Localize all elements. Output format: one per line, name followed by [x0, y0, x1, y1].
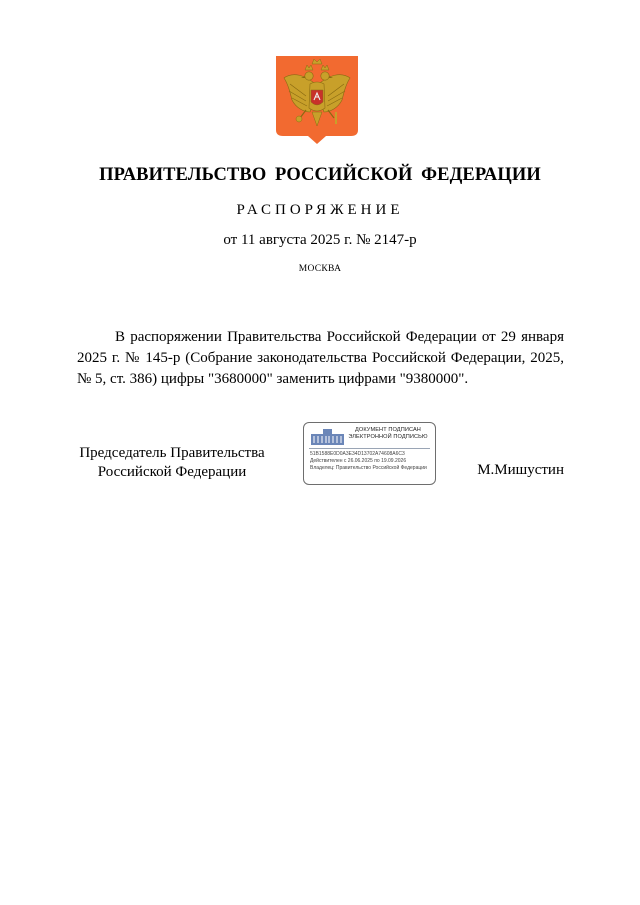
esig-serial: 51B1588E0D0A3E34D13702A74608A6C3 — [310, 451, 405, 457]
city: МОСКВА — [298, 264, 342, 274]
signer-name: М.Мишустин — [477, 462, 564, 478]
signer-position-line1: Председатель Правительства — [79, 445, 265, 461]
esig-owner: Владелец: Правительство Российской Федерации — [310, 465, 427, 471]
esig-validity: Действителен с 26.06.2025 по 19.09.2026 — [310, 458, 407, 464]
order-body-text: В распоряжении Правительства Российской Федерации от 29 января 2025 г. № 145-р (Собрание законодательства Российской Федерации, 2025, № 5, ст. 386) цифры "3680000" заменить цифрами "9380000". — [77, 329, 564, 387]
coat-of-arms-emblem — [276, 56, 358, 144]
government-title: ПРАВИТЕЛЬСТВО РОССИЙСКОЙ ФЕДЕРАЦИИ — [99, 165, 541, 185]
signer-position-line2: Российской Федерации — [97, 464, 247, 480]
government-building-icon — [310, 428, 345, 446]
esig-divider — [309, 448, 430, 449]
esig-header-line1: ДОКУМЕНТ ПОДПИСАН — [355, 427, 421, 433]
esig-header — [342, 427, 434, 441]
esig-header-line2: ЭЛЕКТРОННОЙ ПОДПИСЬЮ — [348, 434, 428, 440]
document-type: РАСПОРЯЖЕНИЕ — [236, 202, 404, 218]
document-date-number: от 11 августа 2025 г. № 2147-р — [223, 232, 417, 248]
signer-position — [72, 444, 272, 482]
electronic-signature-stamp — [303, 422, 436, 485]
